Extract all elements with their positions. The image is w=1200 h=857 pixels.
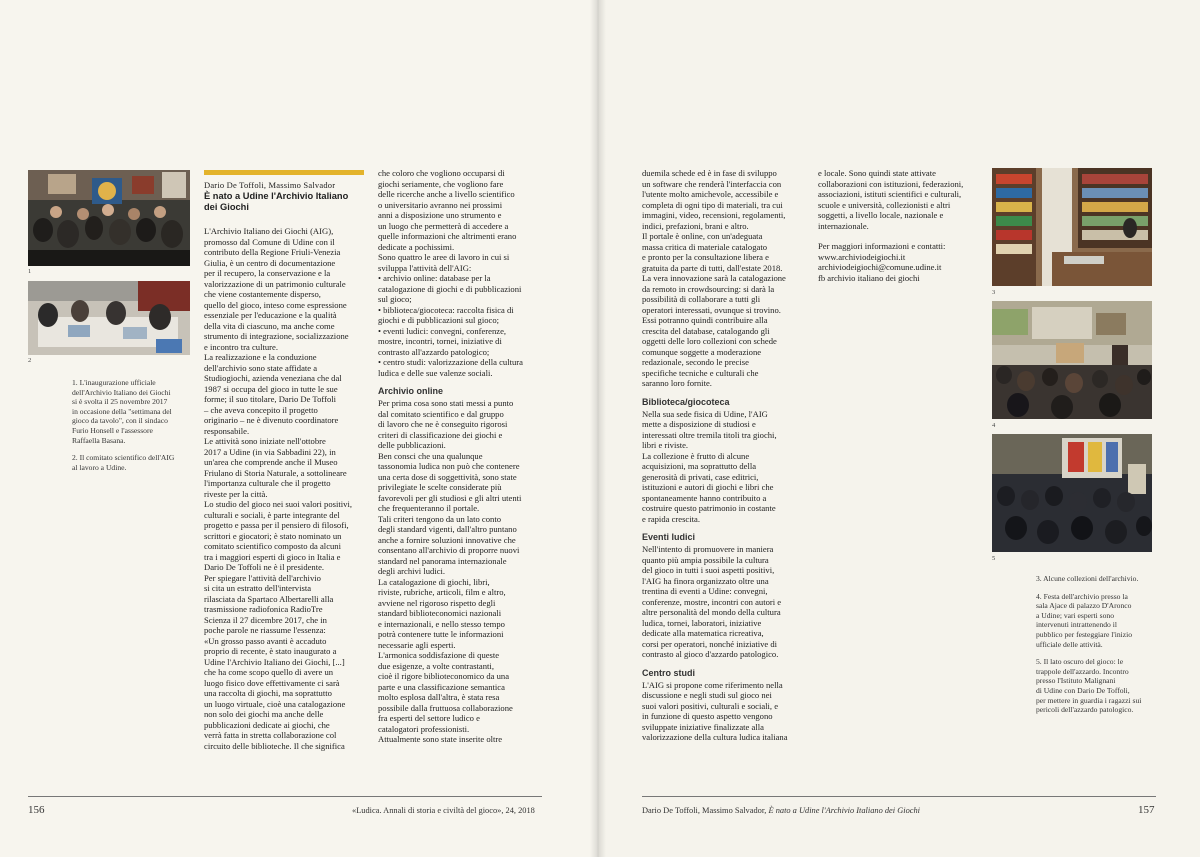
right-col1-intro: duemila schede ed è in fase di sviluppo un software che renderà l'interfaccia con l'utente molto amichevole, accessibile e completa di ogni tipo di materiali, tra cui immagini, video, recensioni, regolamenti, indici, prefazioni, brani e altro. Il portale è online, con un'adeguata massa critica di materiale catalogato e pronto per la consultazione libera e gratuita da parte di tutti, dall'estate 2018. La vera innovazione sarà la catalogazione da remoto in crowdsourcing: si darà la possibilità di collaborare a tutti gli operatori interessati, ovunque si trovino. Essi potranno quindi contribuire alla crescita del database, catalogando gli oggetti delle loro collezioni con schede comunque soggette a moderazione redazionale, secondo le precise specifiche tecniche e culturali che saranno loro fornite.: [642, 168, 786, 388]
footer-rule: [642, 796, 1156, 797]
left-page: [0, 0, 598, 857]
caption-5: 5. Il lato oscuro del gioco: le trappole dell'azzardo. Incontro presso l'Istituto Malignani di Udine con Dario De Toffoli, per mettere in guardia i ragazzi sui pericoli dell'azzardo patologico.: [1036, 657, 1142, 715]
book-gutter: [590, 0, 606, 857]
left-column-1: [204, 226, 376, 751]
caption-2: 2. Il comitato scientifico dell'AIG al lavoro a Udine.: [72, 453, 175, 472]
right-column-1: [642, 168, 818, 743]
section-heading-biblioteca: Biblioteca/giocoteca: [642, 396, 730, 407]
captions-left: [72, 378, 192, 480]
left-column-2: [378, 168, 550, 745]
biblioteca-text: Nella sua sede fisica di Udine, l'AIG mette a disposizione di studiosi e interessati oltre tremila titoli tra giochi, libri e riviste. La collezione è frutto di alcune acquisizioni, ma soprattutto della generosità di privati, case editrici, istituzioni e autori di giochi e libri che spontaneamente hanno contribuito a costruire questo patrimonio in costante e rapida crescita.: [642, 408, 777, 524]
figure-number: 4: [992, 422, 996, 429]
caption-4: 4. Festa dell'archivio presso la sala Ajace di palazzo D'Aronco a Udine; vari esperti sono intervenuti intrattenendo il pubblico per festeggiare l'inizio ufficiale delle attività.: [1036, 591, 1133, 649]
inauguration-photo-image: [28, 170, 190, 266]
footer-title: È nato a Udine l'Archivio Italiano dei Giochi: [768, 806, 920, 815]
right-column-2: [818, 168, 986, 283]
figure-number: 3: [992, 289, 996, 296]
caption-1: 1. L'inaugurazione ufficiale dell'Archivio Italiano dei Giochi si è svolta il 25 novembre 2017 in occasione della "settimana del gioco da tavolo", con il sindaco Furio Honsell e l'assessore Raffaella Basana.: [72, 378, 172, 445]
photo-collections: [992, 168, 1152, 286]
page-number-left: 156: [28, 804, 45, 816]
right-page: [598, 0, 1200, 857]
footer-authors: Dario De Toffoli, Massimo Salvador,: [642, 806, 767, 815]
right-col2-text: e locale. Sono quindi state attivate collaborazioni con istituzioni, federazioni, associazioni, istituti scientifici e culturali, scuole e università, collezionisti e altri soggetti, a livello locale, nazionale e internazionale.: [818, 168, 964, 231]
left-col2-body: Per prima cosa sono stati messi a punto dal comitato scientifico e dal gruppo di lavoro che ne è conseguito rigorosi criteri di classificazione dei giochi e delle pubblicazioni. Ben consci che una qualunque tassonomia ludica non può che contenere una certa dose di soggettività, sono state privilegiate le scelte considerate più favorevoli per gli studiosi e gli altri utenti che frequenteranno il portale. Tali criteri tengono da un lato conto degli standard vigenti, dall'altro puntano anche a fornire soluzioni innovative che consentano all'archivio di proporre nuovi standard nel panorama internazionale degli archivi ludici. La catalogazione di giochi, libri, riviste, rubriche, articoli, film e altro, avviene nel rigoroso rispetto degli standard biblioteconomici nazionali e internazionali, e nello stesso tempo potrà contenere tutte le informazioni necessarie agli esperti. L'armonica soddisfazione di queste due esigenze, a volte contrastanti, cioè il rigore biblioteconomico da una parte e una classificazione semantica molto esplosa dall'altra, è stata resa possibile dalla fruttuosa collaborazione fra esperti del settore ludico e catalogatori professionisti. Attualmente sono state inserite oltre: [378, 398, 522, 744]
contact-info: Per maggiori informazioni e contatti: www.archiviodeigiochi.it archiviodeigiochi@comune.udine.it fb archivio italiano dei giochi: [818, 241, 946, 283]
left-col2-intro: che coloro che vogliono occuparsi di giochi seriamente, che vogliono fare delle ricerche anche a livello scientifico o universitario avranno nei prossimi anni a disposizione uno strumento e un luogo che permetterà di accedere a quelle informazioni che altrimenti erano dedicate a pochissimi. Sono quattro le aree di lavoro in cui si sviluppa l'attività dell'AIG: • archivio online: database per la catalogazione di giochi e di pubblicazioni sul gioco; • biblioteca/giocoteca: raccolta fisica di giochi e di pubblicazioni sul gioco; • eventi ludici: convegni, conferenze, mostre, incontri, tornei, iniziative di contrasto all'azzardo patologico; • centro studi: valorizzazione della cultura ludica e delle sue valenze sociali.: [378, 168, 523, 378]
figure-number: 5: [992, 555, 996, 562]
left-col1-text: L'Archivio Italiano dei Giochi (AIG), promosso dal Comune di Udine con il contributo della Regione Friuli-Venezia Giulia, è un centro di documentazione per il recupero, la conservazione e la valorizzazione di un patrimonio culturale che viene costantemente disperso, quello del gioco, inteso come espressione essenziale per l'educazione e la qualità della vita di ciascuno, ma anche come strumento di integrazione, socializzazione e incontro tra culture. La realizzazione e la conduzione dell'archivio sono state affidate a Studiogiochi, azienda veneziana che dal 1987 si occupa del gioco in tutte le sue forme; il suo titolare, Dario De Toffoli – che aveva concepito il progetto originario – ne è divenuto coordinatore responsabile. Le attività sono iniziate nell'ottobre 2017 a Udine (in via Sabbadini 22), in un'area che comprende anche il Museo Friulano di Storia Naturale, a sottolineare l'importanza culturale che il progetto riveste per la città. Lo studio del gioco nei suoi valori positivi, culturali e sociali, è parte integrante del progetto e passa per il pensiero di filosofi, scrittori e giocatori; è stato nominato un comitato scientifico composto da alcuni tra i maggiori esperti di gioco in Italia e Dario De Toffoli ne è il presidente. Per spiegare l'attività dell'archivio si cita un estratto dell'intervista rilasciata da Spartaco Albertarelli alla trasmissione radiofonica RadioTre Scienza il 27 dicembre 2017, che in poche parole ne riassume l'essenza: «Un grosso passo avanti è accaduto proprio di recente, è stato inaugurato a Udine l'Archivio Italiano dei Giochi, [...] che ha come scopo quello di avere un luogo fisico dove effettivamente ci sarà una raccolta di giochi, ma soprattutto un luogo virtuale, cioè una catalogazione non solo dei giochi ma anche delle pubblicazioni dedicate ai giochi, che verrà fatta in stretta collaborazione col circuito delle biblioteche. Il che significa: [204, 226, 352, 751]
photo-committee: [28, 281, 190, 355]
collections-photo-image: [992, 168, 1152, 286]
captions-right: [1036, 574, 1160, 723]
section-heading-eventi: Eventi ludici: [642, 532, 696, 542]
footer-rule: [28, 796, 542, 797]
caption-3: 3. Alcune collezioni dell'archivio.: [1036, 574, 1139, 583]
article-header: [204, 180, 372, 213]
header-accent-bar: [204, 170, 364, 175]
photo-festa: [992, 301, 1152, 419]
article-title: È nato a Udine l'Archivio Italiano dei Giochi: [204, 190, 349, 212]
eventi-text: Nell'intento di promuovere in maniera quanto più ampia possibile la cultura del gioco in tutti i suoi aspetti positivi, l'AIG ha finora organizzato oltre una trentina di eventi a Udine: convegni, conferenze, mostre, incontri con autori e altre personalità del mondo della cultura ludica, tornei, laboratori, iniziative dedicate alla matematica ricreativa, corsi per operatori, nonché iniziative di contrasto al gioco d'azzardo patologico.: [642, 544, 782, 659]
article-authors: Dario De Toffoli, Massimo Salvador: [204, 180, 336, 190]
photo-lato-oscuro: [992, 434, 1152, 552]
committee-photo-image: [28, 281, 190, 355]
figure-number: 2: [28, 357, 32, 364]
journal-footer: «Ludica. Annali di storia e civiltà del gioco», 24, 2018: [352, 806, 535, 815]
figure-number: 1: [28, 268, 32, 275]
section-heading-archivio-online: Archivio online: [378, 386, 444, 396]
photo-inauguration: [28, 170, 190, 266]
lato-oscuro-photo-image: [992, 434, 1152, 552]
authors-footer: [642, 806, 920, 815]
page-number-right: 157: [1138, 804, 1155, 816]
festa-photo-image: [992, 301, 1152, 419]
section-heading-centro-studi: Centro studi: [642, 667, 695, 678]
centro-text: L'AIG si propone come riferimento nella discussione e negli studi sul gioco nei suoi valori positivi, culturali e sociali, e in funzione di questo aspetto vengono sviluppate iniziative finalizzate alla valorizzazione della cultura ludica italiana: [642, 679, 788, 742]
